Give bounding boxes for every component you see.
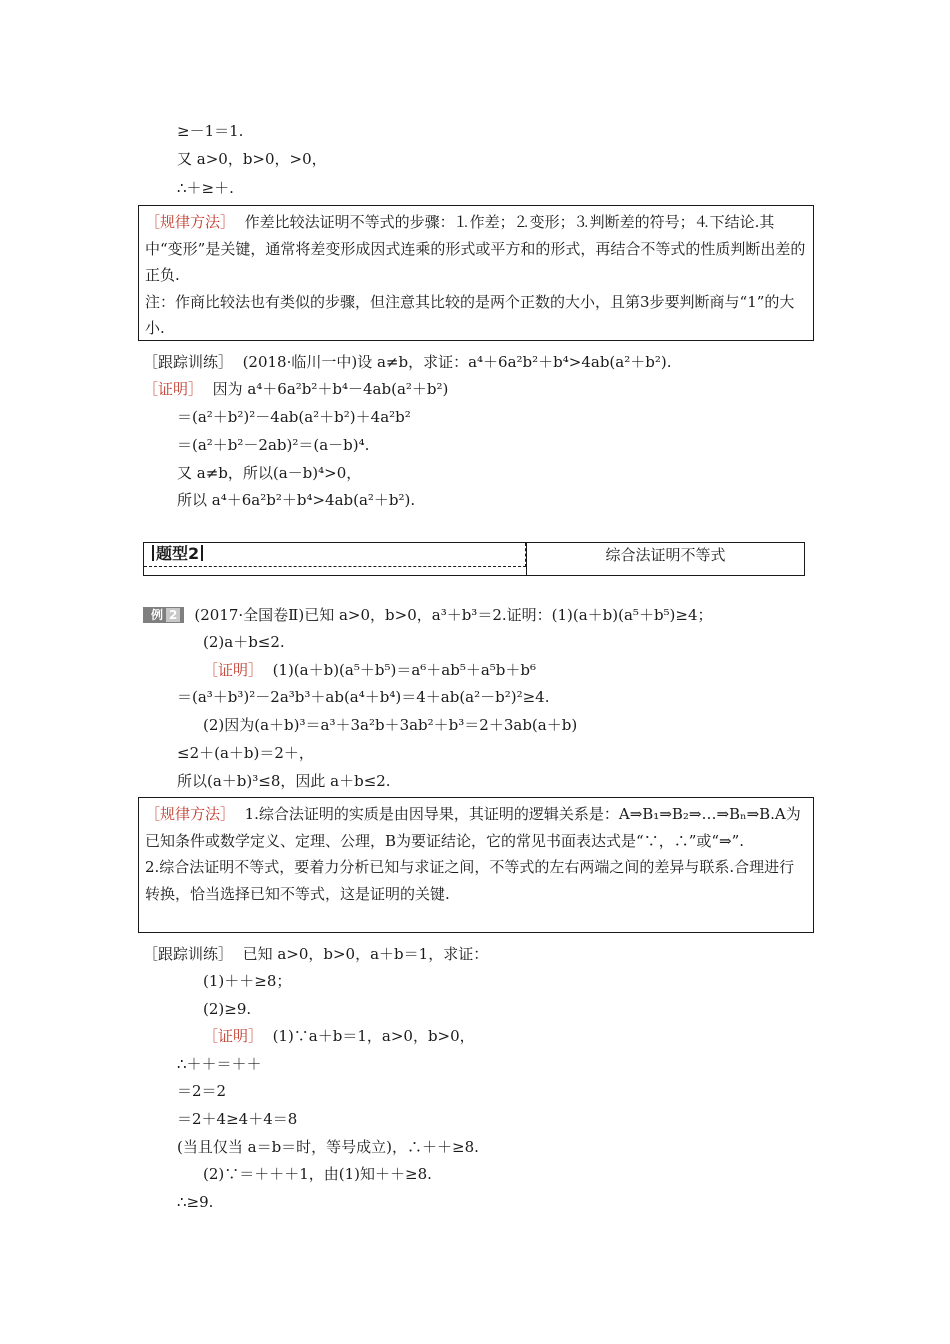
text-line: ∴＋≥＋.: [177, 179, 234, 197]
practice-question: [143, 943, 488, 965]
proof-tag: ［证明］: [143, 380, 204, 398]
proof-line: ∴＋＋＝＋＋: [177, 1055, 262, 1073]
example-question-2: (2)a＋b≤2.: [203, 633, 285, 651]
proof-line: (2)因为(a＋b)³＝a³＋3a²b＋3ab²＋b³＝2＋3ab(a＋b): [203, 716, 578, 734]
method-box-2: [138, 797, 814, 933]
proof-line: ＝2＝2: [177, 1082, 227, 1100]
proof-line: ≤2＋(a＋b)＝2＋，: [177, 744, 314, 762]
text-line: 又 a>0，b>0，>0，: [177, 150, 327, 168]
proof-line: (2)∵＝＋＋＋1，由(1)知＋＋≥8.: [203, 1165, 432, 1183]
method-text: 作差比较法证明不等式的步骤：⒈作差；⒉变形；⒊判断差的符号；⒋下结论.其中“变形”是关键，通常将差变形成因式连乘的形式或平方和的形式，再结合不等式的性质判断出差的正负.: [145, 213, 806, 284]
practice-text: (2018·临川一中)设 a≠b，求证：a⁴＋6a²b²＋b⁴>4ab(a²＋b²).: [242, 353, 672, 371]
proof-line: ＝2＋4≥4＋4＝8: [177, 1110, 298, 1128]
example-text: (2017·全国卷Ⅱ)已知 a>0，b>0，a³＋b³＝2.证明：(1)(a＋b)(a⁵＋b⁵)≥4；: [194, 606, 713, 624]
proof-line: ∴≥9.: [177, 1193, 214, 1211]
proof-line: 所以 a⁴＋6a²b²＋b⁴>4ab(a²＋b²).: [177, 491, 416, 509]
method-tag: ［规律方法］: [145, 805, 236, 823]
practice-item: (2)≥9.: [203, 1000, 252, 1018]
proof-line: (当且仅当 a＝b＝时，等号成立)，∴＋＋≥8.: [177, 1138, 479, 1156]
proof-first-line: [203, 659, 536, 681]
practice-item: (1)＋＋≥8；: [203, 972, 292, 990]
section-label: 题型2: [144, 543, 526, 567]
proof-text: (1)(a＋b)(a⁵＋b⁵)＝a⁶＋ab⁵＋a⁵b＋b⁶: [272, 661, 537, 679]
practice-question: [143, 351, 671, 373]
practice-label: ［跟踪训练］: [143, 945, 234, 963]
practice-label: ［跟踪训练］: [143, 353, 234, 371]
example-question: [143, 604, 713, 626]
section-title: 综合法证明不等式: [526, 543, 804, 576]
text-line: ≥－1＝1.: [177, 122, 244, 140]
proof-text: (1)∵a＋b＝1，a>0，b>0，: [272, 1027, 475, 1045]
proof-first-line: [203, 1025, 475, 1047]
practice-text: 已知 a>0，b>0，a＋b＝1，求证：: [242, 945, 489, 963]
method-text: 1.综合法证明的实质是由因导果，其证明的逻辑关系是：A⇒B₁⇒B₂⇒…⇒Bₙ⇒B.A为已知条件或数学定义、定理、公理，B为要证结论，它的常见书面表达式是“∵，∴”或“⇒”.: [145, 805, 801, 850]
proof-line: ＝(a³＋b³)²－2a³b³＋ab(a⁴＋b⁴)＝4＋ab(a²－b²)²≥4.: [177, 688, 550, 706]
example-tag: 例 2: [143, 607, 184, 623]
method-tag: ［规律方法］: [145, 213, 236, 231]
proof-tag: ［证明］: [203, 1027, 264, 1045]
proof-line: ＝(a²＋b²)²－4ab(a²＋b²)＋4a²b²: [177, 408, 411, 426]
proof-text: 因为 a⁴＋6a²b²＋b⁴－4ab(a²＋b²): [212, 380, 449, 398]
method-text-2: 2.综合法证明不等式，要着力分析已知与求证之间，不等式的左右两端之间的差异与联系.合理进行转换，恰当选择已知不等式，这是证明的关键.: [145, 858, 795, 903]
proof-line: 又 a≠b，所以(a－b)⁴>0，: [177, 464, 362, 482]
section-heading: [143, 542, 805, 576]
proof-tag: ［证明］: [203, 661, 264, 679]
proof-line: 所以(a＋b)³≤8，因此 a＋b≤2.: [177, 772, 391, 790]
method-box-1: [138, 205, 814, 341]
method-note: 注：作商比较法也有类似的步骤，但注意其比较的是两个正数的大小，且第3步要判断商与“1”的大小.: [145, 292, 795, 337]
proof-first-line: [143, 378, 448, 400]
proof-line: ＝(a²＋b²－2ab)²＝(a－b)⁴.: [177, 436, 370, 454]
